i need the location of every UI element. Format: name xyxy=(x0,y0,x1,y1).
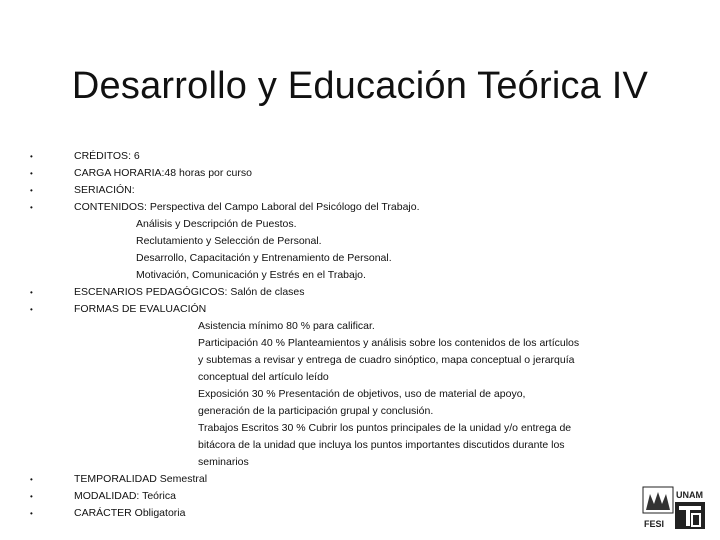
bullet-marker: • xyxy=(30,203,33,212)
bullet-creditos: CRÉDITOS: 6 xyxy=(74,150,140,162)
evaluacion-item: Trabajos Escritos 30 % Cubrir los puntos principales de la unidad y/o entrega de xyxy=(198,422,572,434)
evaluacion-item: seminarios xyxy=(198,456,249,468)
contenidos-item: Análisis y Descripción de Puestos. xyxy=(136,218,297,230)
bullet-marker: • xyxy=(30,492,33,501)
evaluacion-item: generación de la participación grupal y conclusión. xyxy=(198,405,434,417)
bullet-marker: • xyxy=(30,305,33,314)
bullet-marker: • xyxy=(30,509,33,518)
contenidos-item: Desarrollo, Capacitación y Entrenamiento de Personal. xyxy=(136,252,392,264)
contenidos-item: Motivación, Comunicación y Estrés en el Trabajo. xyxy=(136,269,366,281)
evaluacion-item: bitácora de la unidad que incluya los puntos importantes discutidos durante los xyxy=(198,439,565,451)
bullet-modalidad: MODALIDAD: Teórica xyxy=(74,490,176,502)
logo-text-bottom: FESI xyxy=(644,519,665,529)
bullet-temporalidad: TEMPORALIDAD Semestral xyxy=(74,473,208,485)
unam-fesi-logo xyxy=(642,486,706,530)
bullet-escenarios: ESCENARIOS PEDAGÓGICOS: Salón de clases xyxy=(74,286,305,298)
bullet-marker: • xyxy=(30,169,33,178)
evaluacion-item: conceptual del artículo leído xyxy=(198,371,329,383)
contenidos-item: Reclutamiento y Selección de Personal. xyxy=(136,235,322,247)
evaluacion-item: y subtemas a revisar y entrega de cuadro sinóptico, mapa conceptual o jerarquía xyxy=(198,354,575,366)
bullet-seriacion: SERIACIÓN: xyxy=(74,184,135,196)
bullet-caracter: CARÁCTER Obligatoria xyxy=(74,507,186,519)
evaluacion-item: Asistencia mínimo 80 % para calificar. xyxy=(198,320,375,332)
slide-title: Desarrollo y Educación Teórica IV xyxy=(71,65,649,108)
bullet-marker: • xyxy=(30,475,33,484)
bullet-contenidos: CONTENIDOS: Perspectiva del Campo Laboral del Psicólogo del Trabajo. xyxy=(74,201,420,213)
evaluacion-item: Participación 40 % Planteamientos y análisis sobre los contenidos de los artículos xyxy=(198,337,580,349)
bullet-formas-evaluacion: FORMAS DE EVALUACIÓN xyxy=(74,303,207,315)
bullet-carga-horaria: CARGA HORARIA:48 horas por curso xyxy=(74,167,252,179)
bullet-marker: • xyxy=(30,186,33,195)
logo-text-top: UNAM xyxy=(676,490,703,500)
evaluacion-item: Exposición 30 % Presentación de objetivos, uso de material de apoyo, xyxy=(198,388,526,400)
bullet-marker: • xyxy=(30,288,33,297)
bullet-marker: • xyxy=(30,152,33,161)
